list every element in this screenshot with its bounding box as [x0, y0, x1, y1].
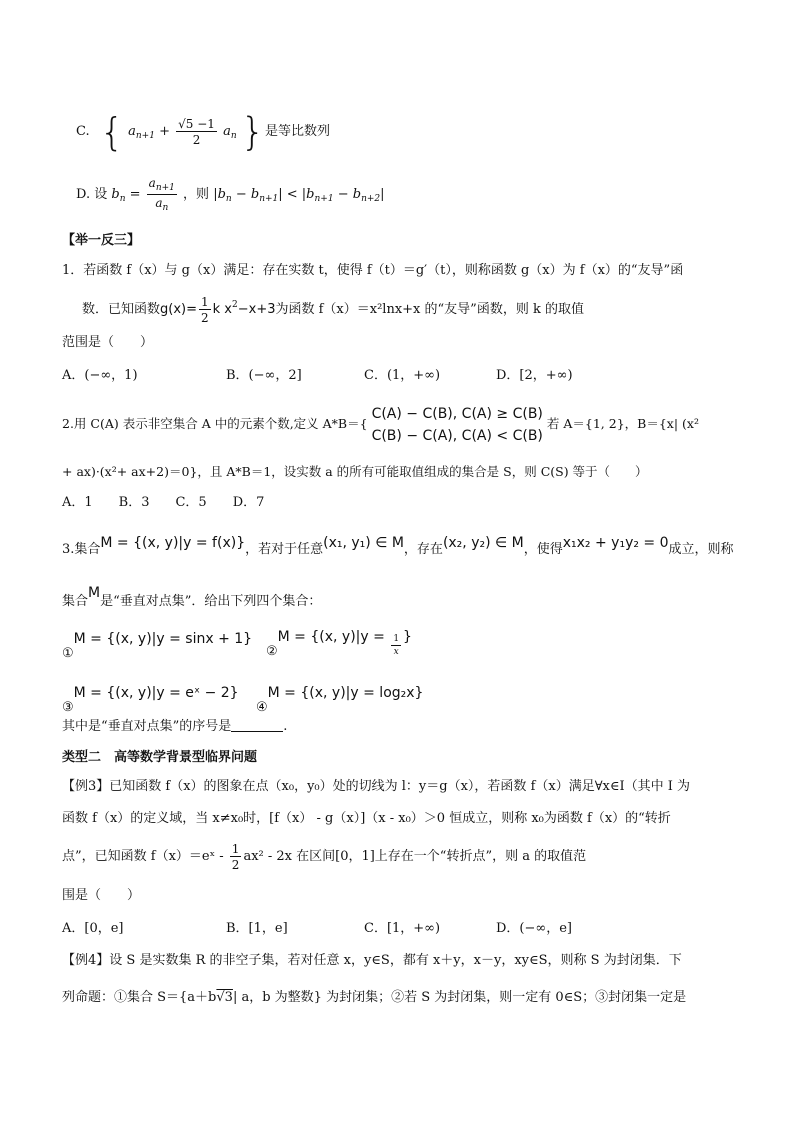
- ex3-text: ax² - 2x 在区间[0，1]上存在一个“转折点”，则 a 的取值范: [243, 849, 587, 864]
- right-brace: }: [240, 109, 265, 154]
- q1-choice-d: D．[2，+∞): [496, 368, 573, 383]
- math-expr: (x₂, y₂) ∈ M: [442, 535, 524, 551]
- term-a: a: [128, 124, 136, 139]
- q3-text: ，使得: [523, 542, 563, 557]
- subscript: n+1: [259, 194, 279, 204]
- ex4-line1: 【例4】设 S 是实数集 R 的非空子集，若对任意 x，y∈S，都有 x＋y，x－y，xy∈S，则称 S 为封闭集．下: [62, 953, 682, 968]
- q1-text: 数．已知函数: [82, 302, 161, 317]
- expr-part: |: [380, 187, 385, 202]
- subscript: n: [162, 202, 169, 213]
- subscript: n+1: [314, 194, 334, 204]
- case-1: C(A) − C(B), C(A) ≥ C(B): [371, 405, 543, 422]
- q3-text: ，若对于任意: [245, 542, 324, 557]
- section-title: 【举一反三】: [62, 233, 141, 248]
- ex3-line3: [62, 838, 586, 876]
- ex3-choice-c: C．[1，+∞): [364, 921, 441, 936]
- left-brace: {: [99, 109, 124, 154]
- ex4-text: | a，b 为整数} 为封闭集；②若 S 为封闭集，则一定有 0∈S；③封闭集一定是: [232, 990, 687, 1005]
- q2-text: 若 A＝{1, 2}，B＝{x| (x²: [546, 416, 699, 431]
- set-m: M: [88, 585, 101, 601]
- numerator: √5 −1: [178, 116, 215, 131]
- fraction: [199, 296, 211, 324]
- denominator: x: [393, 647, 399, 657]
- set-expr: }: [403, 629, 412, 645]
- ex3-choice-d: D．(−∞，e]: [496, 921, 572, 936]
- math-expr: (x₁, y₁) ∈ M: [323, 535, 404, 551]
- superscript: 2: [232, 300, 238, 310]
- ex4-text: 列命题：①集合 S＝{a＋b: [62, 990, 217, 1005]
- circled-4: ④: [256, 700, 268, 715]
- fraction: [147, 177, 177, 213]
- option-text: ，则: [183, 187, 210, 202]
- inequality: [213, 187, 384, 202]
- denominator: 2: [192, 132, 201, 147]
- subscript: n: [230, 131, 237, 141]
- plus-sign: +: [159, 124, 170, 139]
- q3-line1: [62, 530, 734, 556]
- set-m: M = {(x, y)|y = f(x)}: [100, 535, 246, 551]
- expr-part: |b: [213, 187, 226, 202]
- option-text: 是等比数列: [264, 124, 330, 139]
- q3-text: 其中是“垂直对点集”的序号是: [62, 719, 232, 734]
- sqrt-3: √3: [216, 990, 233, 1005]
- ex3-line4: 围是（ ）: [62, 888, 141, 903]
- q2-text: 2.用 C(A) 表示非空集合 A 中的元素个数,定义 A*B＝{: [62, 416, 368, 431]
- fraction: [176, 118, 217, 146]
- expr-part: − b: [333, 187, 362, 202]
- q3-set-4: [256, 676, 424, 715]
- q1-choice-c: C．(1，+∞): [364, 368, 441, 383]
- case-2: C(B) − C(A), C(A) < C(B): [371, 427, 543, 444]
- q2-choices: A．1 B．3 C．5 D．7: [62, 495, 265, 510]
- ex3-text: 点”，已知函数 f（x）＝eˣ -: [62, 849, 228, 864]
- math-expr: x₁x₂ + y₁y₂ = 0: [562, 535, 669, 551]
- circled-1: ①: [62, 646, 74, 661]
- numerator: [147, 177, 177, 195]
- fraction: [391, 635, 401, 657]
- q2-line2: + ax)·(x²+ ax+2)＝0}，且 A*B＝1，设实数 a 的所有可能取值组成的集合是 S，则 C(S) 等于（ ）: [62, 464, 648, 479]
- fraction: [230, 843, 242, 871]
- q3-text: .: [283, 719, 288, 734]
- numerator: 1: [201, 294, 209, 309]
- subscript: n: [119, 194, 126, 204]
- q1-line3: 范围是（ ）: [62, 335, 154, 350]
- q1-line2: [82, 288, 584, 325]
- denominator: [155, 195, 168, 213]
- option-label: C.: [76, 124, 90, 139]
- q3-text: 集合: [62, 594, 89, 609]
- option-d: [76, 175, 385, 215]
- type2-title: 类型二 高等数学背景型临界问题: [62, 750, 258, 765]
- subscript: n+2: [361, 194, 381, 204]
- numerator: 1: [393, 634, 400, 644]
- term-b: b: [111, 187, 120, 202]
- q1-text: 为函数 f（x）＝x²lnx+x 的“友导”函数，则 k 的取值: [275, 302, 584, 317]
- subscript: n+1: [135, 131, 155, 141]
- q3-set-3: [62, 676, 239, 715]
- answer-blank[interactable]: [231, 717, 283, 732]
- equals: =: [125, 187, 141, 202]
- q3-text: 是“垂直对点集”．给出下列四个集合：: [100, 594, 322, 609]
- numerator: 1: [231, 841, 240, 856]
- option-label: D. 设: [76, 187, 108, 202]
- q3-ask: [62, 717, 287, 736]
- set-expr: M = {(x, y)|y =: [277, 629, 390, 645]
- subscript: n+1: [155, 182, 175, 193]
- set-expr: M = {(x, y)|y = log₂x}: [267, 685, 424, 701]
- ex3-choice-a: A．[0，e]: [62, 921, 124, 936]
- expr-part: | < |b: [278, 187, 315, 202]
- circled-3: ③: [62, 700, 74, 715]
- q3-text: ，存在: [403, 542, 443, 557]
- ex3-choice-b: B．[1，e]: [226, 921, 288, 936]
- denominator: 2: [201, 310, 209, 325]
- q3-text: 3.集合: [62, 542, 101, 557]
- q2-line1: [62, 400, 699, 448]
- q1-choice-b: B．(−∞，2]: [226, 368, 302, 383]
- denominator-term: a: [155, 195, 163, 210]
- q3-text: 成立，则称: [668, 542, 734, 557]
- ex3-line1: 【例3】已知函数 f（x）的图象在点（x₀，y₀）处的切线为 l：y＝g（x），若函数 f（x）满足∀x∈I（其中 I 为: [62, 779, 691, 794]
- function-g: −x+3: [237, 302, 276, 317]
- option-c: [76, 109, 330, 154]
- ex4-line2: [62, 985, 686, 1011]
- piecewise: [372, 403, 543, 447]
- ex3-line2: 函数 f（x）的定义域，当 x≠x₀时，[f（x） - g（x）]（x - x₀）＞0 恒成立，则称 x₀为函数 f（x）的“转折: [62, 811, 671, 826]
- expr-part: − b: [231, 187, 260, 202]
- denominator: 2: [231, 857, 240, 872]
- subscript: n: [225, 194, 232, 204]
- term-a: a: [223, 124, 231, 139]
- numerator-term: a: [148, 175, 156, 190]
- q1-line1: 1．若函数 f（x）与 g（x）满足：存在实数 t，使得 f（t）＝g′（t），则称函数 g（x）为 f（x）的“友导”函: [62, 263, 684, 278]
- set-expr: M = {(x, y)|y = eˣ − 2}: [73, 685, 239, 701]
- function-g: g(x)=: [160, 302, 197, 317]
- q3-line2: [62, 580, 322, 609]
- function-g: k x: [212, 302, 232, 317]
- q3-set-2: [266, 618, 412, 659]
- q3-set-1: [62, 622, 253, 661]
- circled-2: ②: [266, 644, 278, 659]
- q1-choice-a: A．(−∞，1): [62, 368, 138, 383]
- set-expr: M = {(x, y)|y = sinx + 1}: [73, 631, 253, 647]
